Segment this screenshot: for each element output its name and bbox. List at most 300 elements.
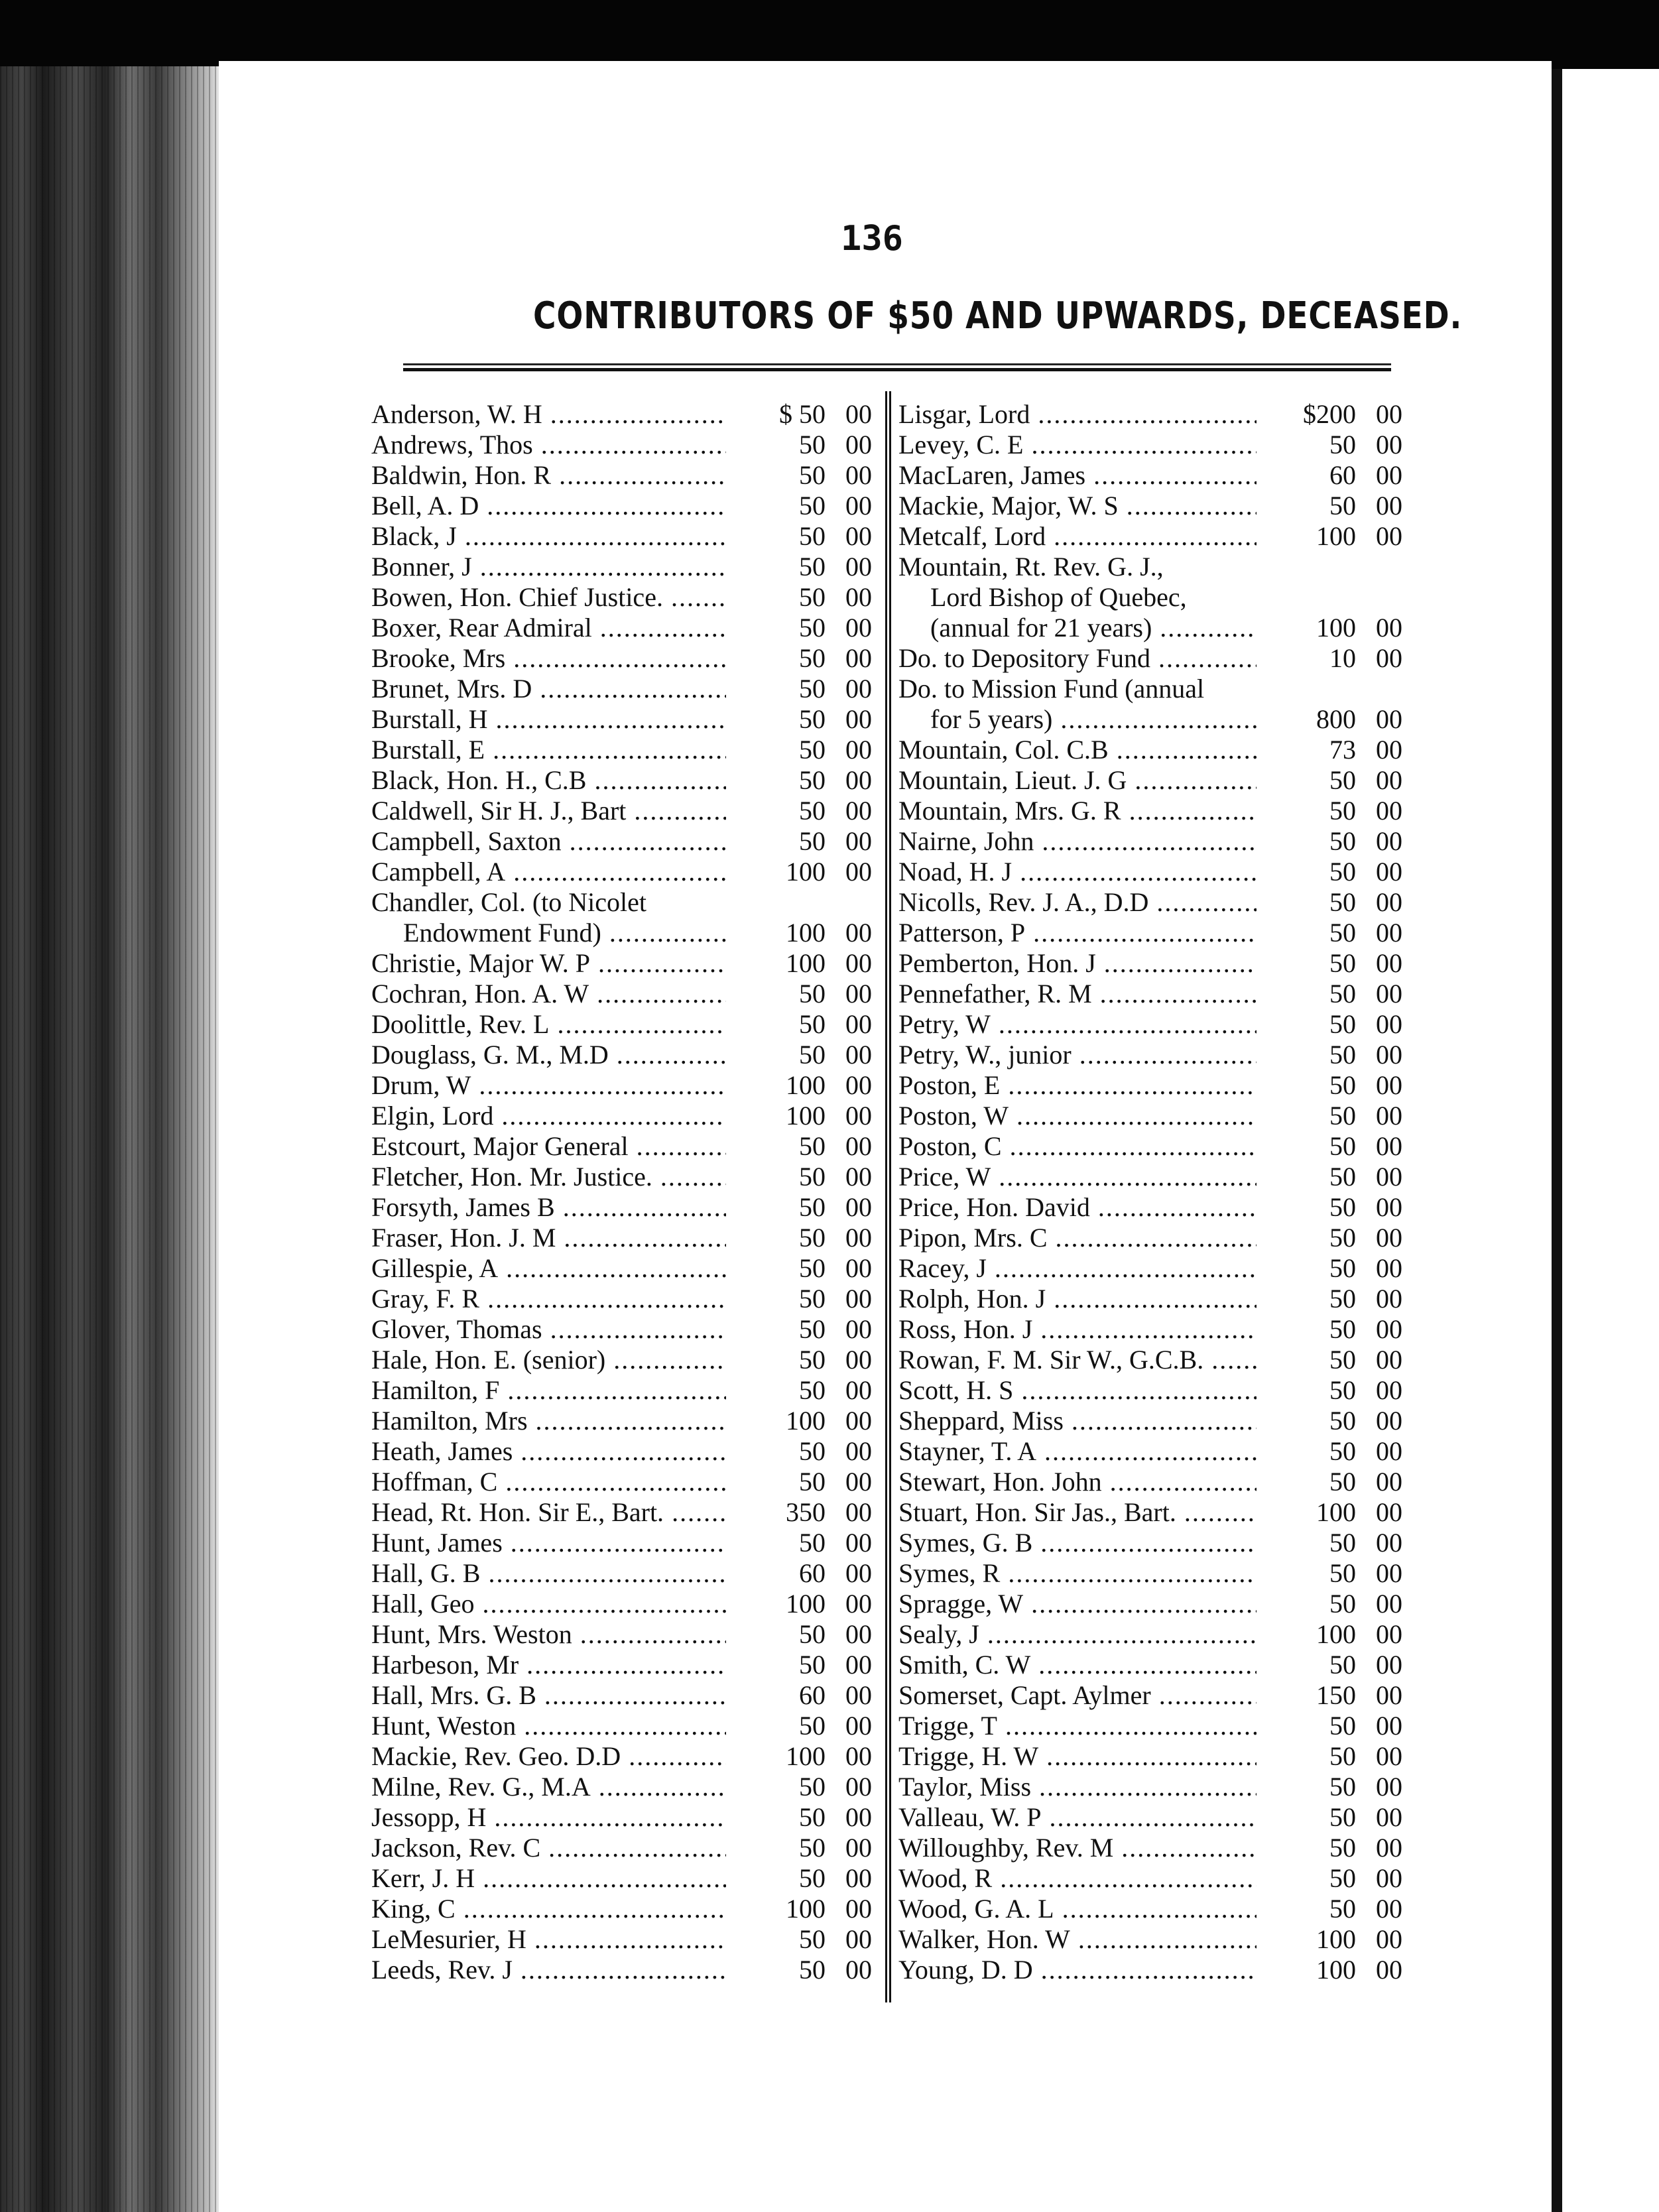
contribution-amount: 100 xyxy=(1316,521,1356,551)
right-column xyxy=(898,399,1402,1985)
contributor-entry xyxy=(371,1314,872,1345)
contribution-cents: 00 xyxy=(1376,1589,1402,1619)
contributor-name: Fraser, Hon. J. M ..... xyxy=(371,1223,726,1253)
contributor-entry xyxy=(371,1955,872,1985)
contribution-amount: 50 xyxy=(1329,1192,1356,1222)
contribution-amount: 100 xyxy=(1316,613,1356,643)
contributor-entry xyxy=(898,857,1402,887)
contributor-entry xyxy=(898,1833,1402,1863)
contributor-entry xyxy=(898,674,1402,704)
contribution-cents: 00 xyxy=(845,613,872,643)
contribution-amount: 50 xyxy=(799,1955,826,1985)
contributor-entry xyxy=(898,613,1402,643)
contributor-name: Mountain, Rt. Rev. G. J., xyxy=(898,552,1164,582)
contribution-cents: 00 xyxy=(1376,979,1402,1009)
contributor-entry xyxy=(898,796,1402,826)
contributor-name: Brooke, Mrs ..... xyxy=(371,643,726,674)
contribution-cents: 00 xyxy=(1376,1863,1402,1893)
contribution-cents: 00 xyxy=(1376,796,1402,826)
contribution-amount: 50 xyxy=(1329,1131,1356,1161)
contribution-amount: $ 50 xyxy=(779,399,826,429)
contributor-entry xyxy=(898,979,1402,1009)
contribution-amount: 50 xyxy=(1329,1772,1356,1802)
contribution-cents: 00 xyxy=(1376,735,1402,765)
contribution-amount: 10 xyxy=(1329,643,1356,673)
contribution-cents: 00 xyxy=(1376,948,1402,978)
contributor-name: LeMesurier, H ..... xyxy=(371,1924,726,1955)
contributor-entry xyxy=(898,1528,1402,1558)
contributor-name: Andrews, Thos ..... xyxy=(371,430,726,460)
contributor-entry xyxy=(898,948,1402,979)
contribution-cents: 00 xyxy=(845,1284,872,1314)
contributor-name: Rowan, F. M. Sir W., G.C.B. ..... xyxy=(898,1345,1257,1375)
contribution-cents: 00 xyxy=(1376,1101,1402,1131)
contribution-cents: 00 xyxy=(845,1253,872,1283)
contributor-name: Cochran, Hon. A. W ..... xyxy=(371,979,726,1009)
contribution-cents: 00 xyxy=(1376,399,1402,429)
contribution-amount: 50 xyxy=(799,1345,826,1375)
contribution-amount: 50 xyxy=(1329,1558,1356,1588)
contribution-cents: 00 xyxy=(1376,1558,1402,1588)
contribution-cents: 00 xyxy=(845,1894,872,1924)
contributor-name: Campbell, A ..... xyxy=(371,857,726,887)
contribution-amount: 50 xyxy=(1329,918,1356,948)
contribution-cents: 00 xyxy=(1376,460,1402,490)
contribution-cents: 00 xyxy=(845,1833,872,1863)
contributor-entry xyxy=(371,1802,872,1833)
contributor-entry xyxy=(898,1436,1402,1467)
contribution-cents: 00 xyxy=(1376,1894,1402,1924)
contribution-amount: 50 xyxy=(799,674,826,704)
contributor-entry xyxy=(898,1467,1402,1497)
contribution-cents: 00 xyxy=(1376,1375,1402,1405)
contributor-name: Stayner, T. A ..... xyxy=(898,1436,1257,1467)
contribution-amount: 50 xyxy=(799,704,826,734)
contributor-entry xyxy=(898,1589,1402,1619)
contributor-entry xyxy=(371,979,872,1009)
contribution-amount: 50 xyxy=(1329,1741,1356,1771)
contributor-name: Do. to Depository Fund ..... xyxy=(898,643,1257,674)
contribution-amount: 50 xyxy=(1329,1253,1356,1283)
contributor-entry xyxy=(371,1009,872,1040)
contributor-name: Hoffman, C ..... xyxy=(371,1467,726,1497)
contributor-entry xyxy=(898,1497,1402,1528)
contributor-entry xyxy=(371,1223,872,1253)
contribution-amount: 50 xyxy=(799,613,826,643)
contributor-entry xyxy=(371,1253,872,1284)
contributor-name: Lord Bishop of Quebec, xyxy=(930,582,1187,612)
contribution-amount: 50 xyxy=(799,1192,826,1222)
contributor-entry xyxy=(898,1772,1402,1802)
contribution-amount: 50 xyxy=(1329,1802,1356,1832)
contributor-name: Hall, Geo ..... xyxy=(371,1589,726,1619)
contribution-amount: 100 xyxy=(786,1589,826,1619)
contributor-entry xyxy=(371,1040,872,1070)
contribution-amount: 60 xyxy=(799,1680,826,1710)
contribution-cents: 00 xyxy=(845,491,872,521)
contribution-cents: 00 xyxy=(845,1711,872,1741)
contributor-entry xyxy=(371,674,872,704)
contributor-entry xyxy=(371,552,872,582)
contributor-name: Symes, R ..... xyxy=(898,1558,1257,1589)
contribution-cents: 00 xyxy=(1376,1497,1402,1527)
contribution-cents: 00 xyxy=(1376,1162,1402,1192)
contribution-cents: 00 xyxy=(845,704,872,734)
contributor-entry xyxy=(371,1619,872,1650)
contribution-cents: 00 xyxy=(1376,1833,1402,1863)
contributor-name: Willoughby, Rev. M ..... xyxy=(898,1833,1257,1863)
contribution-amount: 50 xyxy=(1329,1009,1356,1039)
contribution-cents: 00 xyxy=(1376,1223,1402,1253)
contribution-amount: 50 xyxy=(799,1009,826,1039)
contributor-entry xyxy=(898,826,1402,857)
contribution-amount: 150 xyxy=(1316,1680,1356,1710)
contributor-name: Trigge, T ..... xyxy=(898,1711,1257,1741)
contributor-entry xyxy=(371,1467,872,1497)
contributor-name: Bowen, Hon. Chief Justice. ..... xyxy=(371,582,726,613)
contribution-cents: 00 xyxy=(845,1375,872,1405)
contributor-entry xyxy=(371,1863,872,1894)
contribution-cents: 00 xyxy=(1376,1192,1402,1222)
contribution-cents: 00 xyxy=(845,918,872,948)
contribution-amount: 100 xyxy=(786,1741,826,1771)
contribution-amount: 50 xyxy=(1329,979,1356,1009)
contributor-entry xyxy=(898,1741,1402,1772)
contributor-name: Hall, G. B ..... xyxy=(371,1558,726,1589)
contribution-amount: 100 xyxy=(1316,1955,1356,1985)
contributor-name: Hale, Hon. E. (senior) ..... xyxy=(371,1345,726,1375)
contributor-entry xyxy=(371,1650,872,1680)
contributor-name: Pipon, Mrs. C ..... xyxy=(898,1223,1257,1253)
contribution-cents: 00 xyxy=(845,1192,872,1222)
contributor-entry xyxy=(898,1253,1402,1284)
contributor-name: Smith, C. W ..... xyxy=(898,1650,1257,1680)
contributor-name: Heath, James ..... xyxy=(371,1436,726,1467)
contributor-entry xyxy=(898,1040,1402,1070)
contributor-entry xyxy=(898,1894,1402,1924)
contribution-cents: 00 xyxy=(845,460,872,490)
contribution-amount: 50 xyxy=(799,1528,826,1558)
contribution-cents: 00 xyxy=(845,735,872,765)
contributor-name: Doolittle, Rev. L ..... xyxy=(371,1009,726,1040)
adjacent-page-edge xyxy=(1552,69,1659,2212)
contributor-entry xyxy=(371,1711,872,1741)
contribution-amount: 50 xyxy=(799,1619,826,1649)
contributor-entry xyxy=(371,1406,872,1436)
contribution-cents: 00 xyxy=(845,1680,872,1710)
contribution-cents: 00 xyxy=(845,948,872,978)
contributor-entry xyxy=(898,1955,1402,1985)
contributor-name: Somerset, Capt. Aylmer ..... xyxy=(898,1680,1257,1711)
contributor-name: Wood, G. A. L ..... xyxy=(898,1894,1257,1924)
contribution-cents: 00 xyxy=(1376,430,1402,460)
contribution-amount: 50 xyxy=(1329,948,1356,978)
contributor-entry xyxy=(371,857,872,887)
contribution-cents: 00 xyxy=(845,582,872,612)
contribution-amount: 50 xyxy=(799,430,826,460)
contribution-cents: 00 xyxy=(845,1314,872,1344)
contribution-cents: 00 xyxy=(1376,918,1402,948)
contributor-name: Do. to Mission Fund (annual xyxy=(898,674,1205,704)
contribution-cents: 00 xyxy=(845,643,872,673)
contribution-amount: 50 xyxy=(1329,857,1356,887)
contributor-entry xyxy=(898,1070,1402,1101)
contributor-name: Black, J ..... xyxy=(371,521,726,552)
column-divider xyxy=(885,391,891,2002)
contribution-cents: 00 xyxy=(845,1162,872,1192)
contributor-name: Taylor, Miss ..... xyxy=(898,1772,1257,1802)
contributor-name: Elgin, Lord ..... xyxy=(371,1101,726,1131)
contribution-cents: 00 xyxy=(1376,491,1402,521)
contributor-entry xyxy=(371,613,872,643)
contribution-amount: 50 xyxy=(1329,1040,1356,1070)
contributor-name: Glover, Thomas ..... xyxy=(371,1314,726,1345)
contribution-amount: 100 xyxy=(786,1406,826,1436)
contribution-cents: 00 xyxy=(845,1009,872,1039)
contribution-cents: 00 xyxy=(1376,1650,1402,1680)
contribution-cents: 00 xyxy=(845,979,872,1009)
contributor-entry xyxy=(371,735,872,765)
contribution-cents: 00 xyxy=(845,826,872,856)
contributor-name: Mountain, Col. C.B ..... xyxy=(898,735,1257,765)
contribution-amount: 100 xyxy=(786,1894,826,1924)
contributor-name: for 5 years) ..... xyxy=(930,704,1257,735)
contributor-entry xyxy=(898,643,1402,674)
contribution-amount: 50 xyxy=(799,552,826,582)
contributor-entry xyxy=(898,1375,1402,1406)
contributor-name: Valleau, W. P ..... xyxy=(898,1802,1257,1833)
contribution-amount: 50 xyxy=(1329,1528,1356,1558)
left-column xyxy=(371,399,872,1985)
contribution-cents: 00 xyxy=(1376,643,1402,673)
contributor-entry xyxy=(898,704,1402,735)
contribution-amount: 50 xyxy=(1329,1436,1356,1466)
contributor-name: Christie, Major W. P ..... xyxy=(371,948,726,979)
contribution-cents: 00 xyxy=(1376,1619,1402,1649)
contribution-amount: 350 xyxy=(786,1497,826,1527)
contribution-amount: 73 xyxy=(1329,735,1356,765)
contributor-name: Nicolls, Rev. J. A., D.D ..... xyxy=(898,887,1257,918)
contributor-name: Gillespie, A ..... xyxy=(371,1253,726,1284)
contribution-amount: 50 xyxy=(799,1711,826,1741)
contribution-cents: 00 xyxy=(845,1558,872,1588)
contribution-amount: 50 xyxy=(799,1253,826,1283)
contribution-cents: 00 xyxy=(845,552,872,582)
contributor-name: Estcourt, Major General ..... xyxy=(371,1131,726,1162)
contribution-amount: 50 xyxy=(1329,887,1356,917)
contributor-entry xyxy=(898,460,1402,491)
contributor-entry xyxy=(371,796,872,826)
contributor-name: Bell, A. D ..... xyxy=(371,491,726,521)
contributor-entry xyxy=(898,1650,1402,1680)
contribution-amount: 50 xyxy=(1329,765,1356,795)
contribution-cents: 00 xyxy=(845,1497,872,1527)
contribution-amount: 50 xyxy=(799,1162,826,1192)
contribution-cents: 00 xyxy=(845,1345,872,1375)
contribution-cents: 00 xyxy=(1376,1040,1402,1070)
contribution-cents: 00 xyxy=(1376,1711,1402,1741)
contribution-cents: 00 xyxy=(845,1741,872,1771)
contributor-name: Black, Hon. H., C.B ..... xyxy=(371,765,726,796)
contribution-amount: 50 xyxy=(1329,1467,1356,1497)
contribution-cents: 00 xyxy=(1376,1802,1402,1832)
contributor-entry xyxy=(898,1802,1402,1833)
contributor-entry xyxy=(898,1406,1402,1436)
contributor-name: Petry, W ..... xyxy=(898,1009,1257,1040)
contribution-cents: 00 xyxy=(845,1589,872,1619)
contributor-name: Price, W ..... xyxy=(898,1162,1257,1192)
contribution-amount: 50 xyxy=(1329,1162,1356,1192)
contributor-entry xyxy=(898,1619,1402,1650)
contribution-amount: 100 xyxy=(786,857,826,887)
contributor-entry xyxy=(371,521,872,552)
contributor-entry xyxy=(371,1558,872,1589)
page-heading: CONTRIBUTORS OF $50 AND UPWARDS, DECEASED. xyxy=(533,294,1463,338)
contribution-amount: 50 xyxy=(1329,1375,1356,1405)
contribution-cents: 00 xyxy=(1376,1680,1402,1710)
contributor-entry xyxy=(371,1070,872,1101)
contributor-name: Trigge, H. W ..... xyxy=(898,1741,1257,1772)
contributor-name: Noad, H. J ..... xyxy=(898,857,1257,887)
contribution-cents: 00 xyxy=(845,1436,872,1466)
contributor-name: Spragge, W ..... xyxy=(898,1589,1257,1619)
contributor-entry xyxy=(371,918,872,948)
contribution-cents: 00 xyxy=(1376,1406,1402,1436)
contribution-amount: 50 xyxy=(1329,1894,1356,1924)
contributor-name: Symes, G. B ..... xyxy=(898,1528,1257,1558)
contributor-entry xyxy=(898,1223,1402,1253)
contributor-name: King, C ..... xyxy=(371,1894,726,1924)
contributor-name: Jessopp, H ..... xyxy=(371,1802,726,1833)
contribution-amount: 50 xyxy=(799,826,826,856)
contribution-cents: 00 xyxy=(1376,1253,1402,1283)
contributor-entry xyxy=(898,1711,1402,1741)
contributor-entry xyxy=(371,582,872,613)
contributor-name: Douglass, G. M., M.D ..... xyxy=(371,1040,726,1070)
contributor-entry xyxy=(371,460,872,491)
contribution-cents: 00 xyxy=(845,399,872,429)
contribution-cents: 00 xyxy=(1376,1131,1402,1161)
contribution-cents: 00 xyxy=(1376,1528,1402,1558)
contribution-cents: 00 xyxy=(1376,1314,1402,1344)
contribution-amount: 100 xyxy=(1316,1619,1356,1649)
contributor-entry xyxy=(898,521,1402,552)
contribution-amount: 50 xyxy=(799,735,826,765)
contributor-name: Petry, W., junior ..... xyxy=(898,1040,1257,1070)
contributor-name: Walker, Hon. W ..... xyxy=(898,1924,1257,1955)
contributor-name: Stuart, Hon. Sir Jas., Bart. ..... xyxy=(898,1497,1257,1528)
contribution-amount: 50 xyxy=(1329,1284,1356,1314)
contributor-name: Bonner, J ..... xyxy=(371,552,726,582)
contribution-cents: 00 xyxy=(1376,1436,1402,1466)
contribution-cents: 00 xyxy=(1376,765,1402,795)
contributor-entry xyxy=(898,1131,1402,1162)
contribution-cents: 00 xyxy=(845,430,872,460)
contributor-name: Pemberton, Hon. J ..... xyxy=(898,948,1257,979)
contribution-cents: 00 xyxy=(845,1863,872,1893)
contributor-name: Levey, C. E ..... xyxy=(898,430,1257,460)
contributor-name: Fletcher, Hon. Mr. Justice. ..... xyxy=(371,1162,726,1192)
contributor-name: Price, Hon. David ..... xyxy=(898,1192,1257,1223)
contributor-name: Poston, W ..... xyxy=(898,1101,1257,1131)
contribution-cents: 00 xyxy=(1376,1741,1402,1771)
contribution-cents: 00 xyxy=(1376,826,1402,856)
contributor-entry xyxy=(371,1345,872,1375)
contribution-amount: 50 xyxy=(799,1131,826,1161)
contribution-amount: 50 xyxy=(1329,796,1356,826)
contributor-entry xyxy=(898,1558,1402,1589)
contribution-cents: 00 xyxy=(1376,1009,1402,1039)
contributor-name: Patterson, P ..... xyxy=(898,918,1257,948)
contributor-name: Young, D. D ..... xyxy=(898,1955,1257,1985)
contributor-name: Anderson, W. H ..... xyxy=(371,399,726,430)
contribution-cents: 00 xyxy=(1376,1924,1402,1954)
contributor-entry xyxy=(371,1772,872,1802)
contribution-cents: 00 xyxy=(845,1406,872,1436)
contribution-amount: 50 xyxy=(1329,1406,1356,1436)
contributor-name: Campbell, Saxton ..... xyxy=(371,826,726,857)
contribution-amount: 50 xyxy=(799,521,826,551)
contribution-amount: 50 xyxy=(1329,491,1356,521)
contribution-amount: 50 xyxy=(1329,1833,1356,1863)
contribution-amount: 100 xyxy=(1316,1924,1356,1954)
contributor-entry xyxy=(898,1924,1402,1955)
contributor-entry xyxy=(371,704,872,735)
contribution-amount: 50 xyxy=(1329,430,1356,460)
contributor-entry xyxy=(371,1894,872,1924)
contribution-amount: 50 xyxy=(799,979,826,1009)
contributor-entry xyxy=(371,1741,872,1772)
contribution-cents: 00 xyxy=(1376,521,1402,551)
contributor-name: Burstall, H ..... xyxy=(371,704,726,735)
contributor-name: Hunt, James ..... xyxy=(371,1528,726,1558)
contributor-name: Mountain, Mrs. G. R ..... xyxy=(898,796,1257,826)
contribution-amount: 50 xyxy=(799,1833,826,1863)
contribution-cents: 00 xyxy=(845,1070,872,1100)
contributor-entry xyxy=(898,582,1402,613)
contributor-name: Pennefather, R. M ..... xyxy=(898,979,1257,1009)
contribution-amount: 50 xyxy=(799,1924,826,1954)
contribution-amount: 50 xyxy=(799,1284,826,1314)
contribution-cents: 00 xyxy=(1376,704,1402,734)
contribution-cents: 00 xyxy=(845,796,872,826)
contributor-name: Mackie, Rev. Geo. D.D ..... xyxy=(371,1741,726,1772)
contributor-entry xyxy=(898,735,1402,765)
contributor-entry xyxy=(371,643,872,674)
contribution-cents: 00 xyxy=(845,1528,872,1558)
page-edges xyxy=(0,66,219,2212)
contribution-amount: 50 xyxy=(799,460,826,490)
page-number: 136 xyxy=(841,219,903,259)
contribution-amount: 50 xyxy=(799,1772,826,1802)
contribution-amount: 50 xyxy=(799,643,826,673)
contribution-amount: 50 xyxy=(799,1436,826,1466)
contributor-name: MacLaren, James ..... xyxy=(898,460,1257,491)
contributor-entry xyxy=(371,1192,872,1223)
contribution-cents: 00 xyxy=(845,1131,872,1161)
contributor-name: Mountain, Lieut. J. G ..... xyxy=(898,765,1257,796)
contribution-cents: 00 xyxy=(845,1040,872,1070)
contributor-name: Mackie, Major, W. S ..... xyxy=(898,491,1257,521)
contribution-amount: 50 xyxy=(799,491,826,521)
contributor-entry xyxy=(371,1162,872,1192)
contributor-entry xyxy=(898,1863,1402,1894)
contributor-entry xyxy=(898,1101,1402,1131)
contribution-amount: 800 xyxy=(1316,704,1356,734)
contributor-entry xyxy=(371,826,872,857)
contribution-cents: 00 xyxy=(1376,1772,1402,1802)
contribution-cents: 00 xyxy=(845,1802,872,1832)
